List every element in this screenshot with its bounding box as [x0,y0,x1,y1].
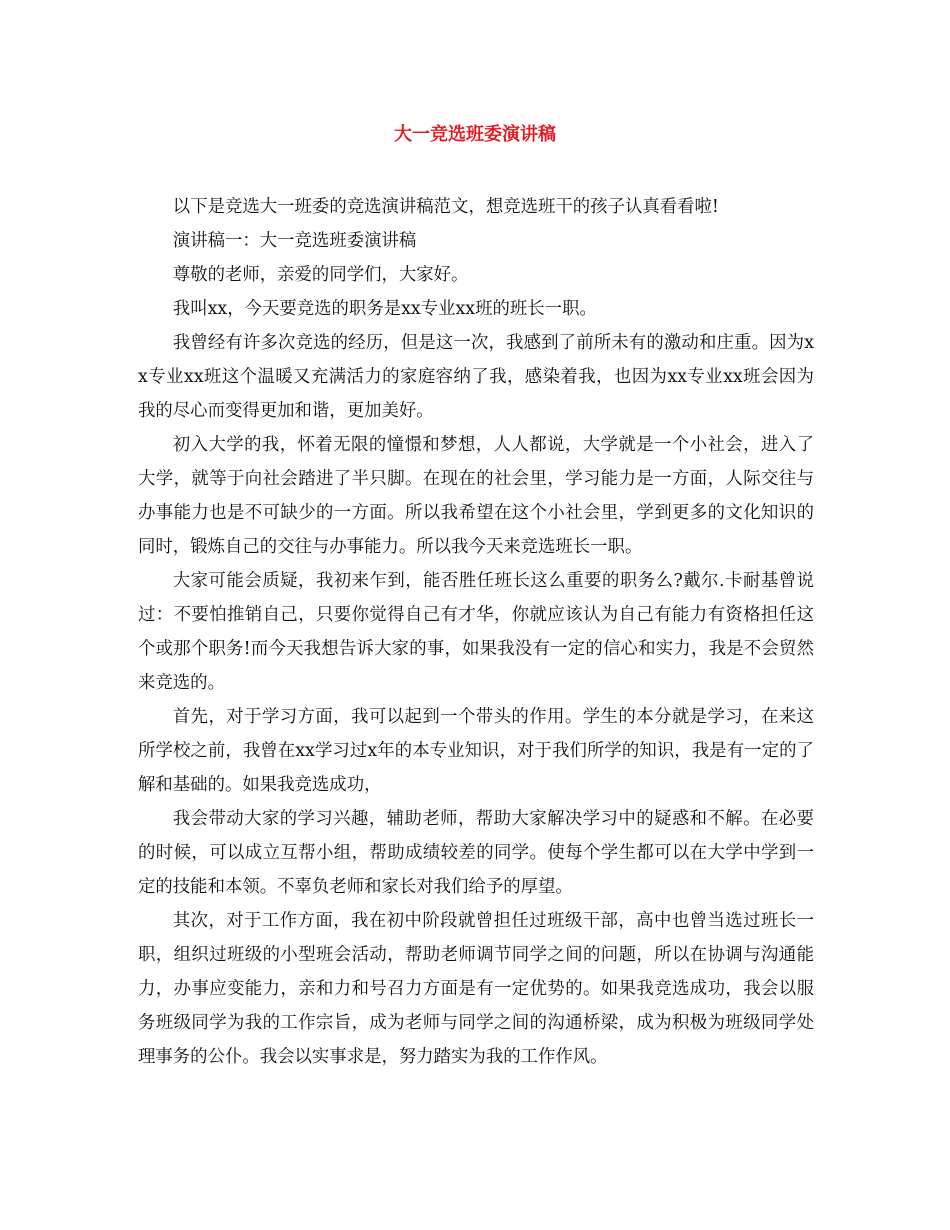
paragraph-study-plan: 我会带动大家的学习兴趣，辅助老师，帮助大家解决学习中的疑惑和不解。在必要的时候，可以成立互帮小组，帮助成绩较差的同学。使每个学生都可以在大学中学到一定的技能和本领。不辜负老师和家长对我们给予的厚望。 [138,809,814,897]
paragraph-greeting: 尊敬的老师，亲爱的同学们，大家好。 [172,265,469,285]
paragraph-intro: 以下是竞选大一班委的竞选演讲稿范文，想竞选班干的孩子认真看看啦! [172,197,719,217]
document-title: 大一竞选班委演讲稿 [394,124,556,145]
paragraph-work: 其次，对于工作方面，我在初中阶段就曾担任过班级干部，高中也曾当选过班长一职，组织过班级的小型班会活动，帮助老师调节同学之间的问题，所以在协调与沟通能力，办事应变能力，亲和力和号召力方面是有一定优势的。如果我竞选成功，我会以服务班级同学为我的工作宗旨，成为老师与同学之间的沟通桥梁，成为积极为班级同学处理事务的公仆。我会以实事求是，努力踏实为我的工作作风。 [138,911,814,1067]
paragraph-university: 初入大学的我，怀着无限的憧憬和梦想，人人都说，大学就是一个小社会，进入了大学，就等于向社会踏进了半只脚。在现在的社会里，学习能力是一方面，人际交往与办事能力也是不可缺少的一方面。所以我希望在这个小社会里，学到更多的文化知识的同时，锻炼自己的交往与办事能力。所以我今天来竞选班长一职。 [138,435,814,557]
paragraph-experience: 我曾经有许多次竞选的经历，但是这一次，我感到了前所未有的激动和庄重。因为xx专业xx班这个温暖又充满活力的家庭容纳了我，感染着我，也因为xx专业xx班会因为我的尽心而变得更加和谐，更加美好。 [138,333,814,421]
paragraph-study: 首先，对于学习方面，我可以起到一个带头的作用。学生的本分就是学习，在来这所学校之前，我曾在xx学习过x年的本专业知识，对于我们所学的知识，我是有一定的了解和基础的。如果我竞选成功， [138,707,814,795]
paragraph-self-intro: 我叫xx，今天要竞选的职务是xx专业xx班的班长一职。 [172,299,597,319]
document-body [138,190,814,1074]
paragraph-confidence: 大家可能会质疑，我初来乍到，能否胜任班长这么重要的职务么?戴尔.卡耐基曾说过：不要怕推销自己，只要你觉得自己有才华，你就应该认为自己有能力有资格担任这个或那个职务!而今天我想告诉大家的事，如果我没有一定的信心和实力，我是不会贸然来竞选的。 [138,571,814,693]
paragraph-speech-heading: 演讲稿一：大一竞选班委演讲稿 [172,231,417,251]
